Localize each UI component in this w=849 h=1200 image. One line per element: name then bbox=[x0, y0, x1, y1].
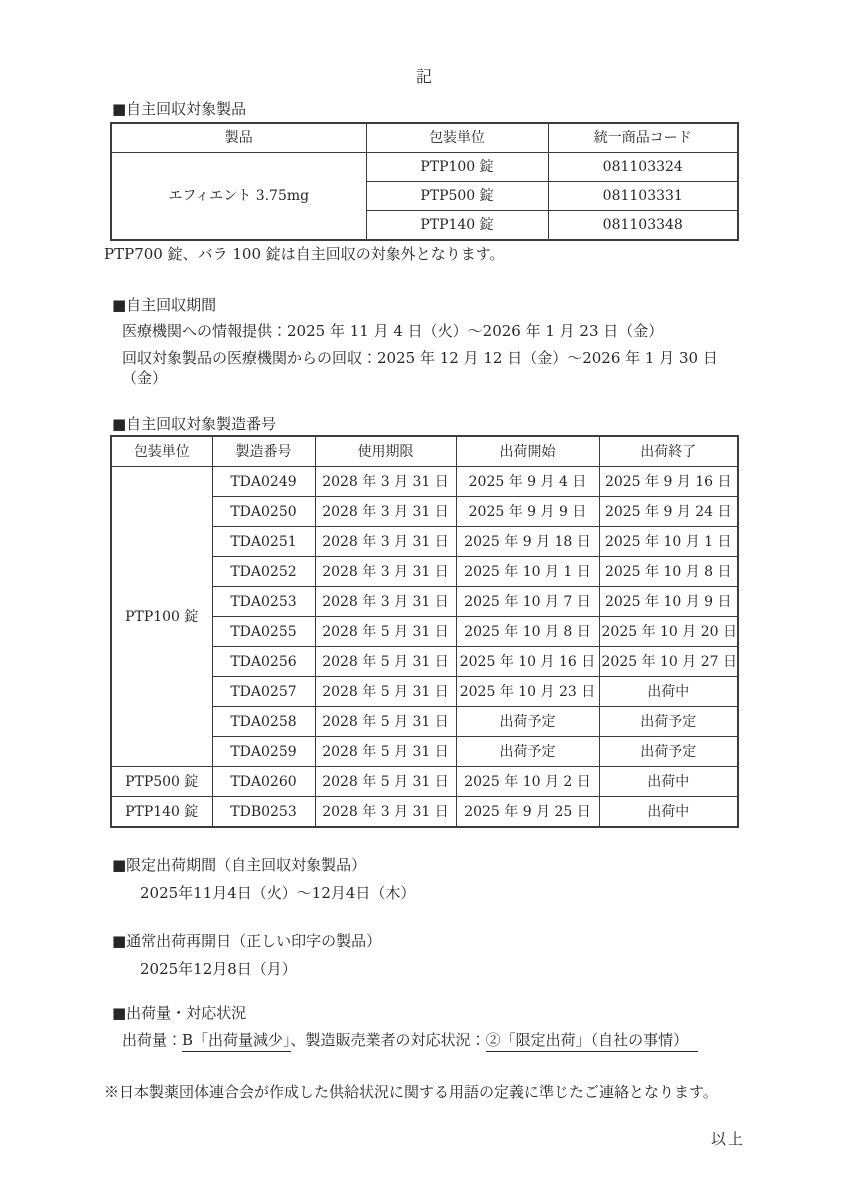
expiry-cell: 2028 年 5 月 31 日 bbox=[315, 767, 456, 797]
lot-number-cell: TDA0259 bbox=[212, 737, 315, 767]
table-header-row bbox=[111, 123, 738, 153]
expiry-cell: 2028 年 3 月 31 日 bbox=[315, 797, 456, 828]
ship-start-cell: 2025 年 10 月 16 日 bbox=[456, 647, 599, 677]
ship-end-cell: 2025 年 9 月 16 日 bbox=[599, 467, 738, 497]
doc-label: 記 bbox=[415, 67, 433, 86]
col-header-ship-end: 出荷終了 bbox=[599, 436, 738, 467]
recall-lots-table bbox=[110, 435, 739, 828]
normal-shipping-date: 2025年12月8日（月） bbox=[140, 960, 297, 978]
product-name-cell: エフィエント 3.75mg bbox=[111, 153, 366, 241]
ship-end-cell: 出荷中 bbox=[599, 797, 738, 828]
expiry-cell: 2028 年 3 月 31 日 bbox=[315, 557, 456, 587]
lot-number-cell: TDA0252 bbox=[212, 557, 315, 587]
ship-end-cell: 2025 年 10 月 1 日 bbox=[599, 527, 738, 557]
ship-start-cell: 2025 年 10 月 7 日 bbox=[456, 587, 599, 617]
col-header-ship-start: 出荷開始 bbox=[456, 436, 599, 467]
lot-number-cell: TDA0250 bbox=[212, 497, 315, 527]
section-title-recall-period: ■自主回収期間 bbox=[112, 296, 217, 314]
shipping-volume-label: B「出荷量減少」 bbox=[182, 1031, 291, 1052]
expiry-cell: 2028 年 5 月 31 日 bbox=[315, 707, 456, 737]
ship-start-cell: 2025 年 9 月 18 日 bbox=[456, 527, 599, 557]
table-row bbox=[111, 467, 738, 497]
expiry-cell: 2028 年 5 月 31 日 bbox=[315, 647, 456, 677]
recall-period-collect-line: 回収対象製品の医療機関からの回収：2025 年 12 月 12 日（金）～2026 年 1 月 30 日（金） bbox=[122, 349, 718, 387]
unit-cell: PTP140 錠 bbox=[111, 797, 212, 828]
lot-number-cell: TDA0260 bbox=[212, 767, 315, 797]
ship-start-cell: 2025 年 10 月 23 日 bbox=[456, 677, 599, 707]
ship-start-cell: 2025 年 9 月 9 日 bbox=[456, 497, 599, 527]
ship-start-cell: 2025 年 10 月 2 日 bbox=[456, 767, 599, 797]
limited-shipping-period: 2025年11月4日（火）～12月4日（木） bbox=[140, 884, 416, 902]
table-header-row bbox=[111, 436, 738, 467]
col-header-product: 製品 bbox=[111, 123, 366, 153]
ship-start-cell: 2025 年 9 月 25 日 bbox=[456, 797, 599, 828]
col-header-expiry: 使用期限 bbox=[315, 436, 456, 467]
table-row bbox=[111, 797, 738, 828]
expiry-cell: 2028 年 3 月 31 日 bbox=[315, 587, 456, 617]
ship-start-cell: 出荷予定 bbox=[456, 737, 599, 767]
ship-end-cell: 2025 年 10 月 8 日 bbox=[599, 557, 738, 587]
lot-number-cell: TDA0251 bbox=[212, 527, 315, 557]
lot-number-cell: TDA0257 bbox=[212, 677, 315, 707]
expiry-cell: 2028 年 3 月 31 日 bbox=[315, 467, 456, 497]
unit-cell: PTP500 錠 bbox=[366, 182, 548, 211]
ship-start-cell: 2025 年 10 月 1 日 bbox=[456, 557, 599, 587]
ship-end-cell: 出荷中 bbox=[599, 767, 738, 797]
section-title-normal-shipping: ■通常出荷再開日（正しい印字の製品） bbox=[112, 932, 382, 950]
products-note: PTP700 錠、バラ 100 錠は自主回収の対象外となります。 bbox=[104, 245, 505, 263]
ship-end-cell: 2025 年 10 月 27 日 bbox=[599, 647, 738, 677]
expiry-cell: 2028 年 3 月 31 日 bbox=[315, 497, 456, 527]
section-title-shipping-status: ■出荷量・対応状況 bbox=[112, 1004, 247, 1022]
expiry-cell: 2028 年 3 月 31 日 bbox=[315, 527, 456, 557]
unit-cell: PTP100 錠 bbox=[366, 153, 548, 182]
section-title-recall-lots: ■自主回収対象製造番号 bbox=[112, 415, 277, 433]
shipping-status-line bbox=[122, 1030, 745, 1050]
lot-number-cell: TDA0256 bbox=[212, 647, 315, 677]
ship-end-cell: 出荷中 bbox=[599, 677, 738, 707]
ship-end-cell: 2025 年 10 月 9 日 bbox=[599, 587, 738, 617]
expiry-cell: 2028 年 5 月 31 日 bbox=[315, 677, 456, 707]
lot-number-cell: TDB0253 bbox=[212, 797, 315, 828]
unit-cell: PTP100 錠 bbox=[111, 467, 212, 767]
ship-end-cell: 2025 年 9 月 24 日 bbox=[599, 497, 738, 527]
expiry-cell: 2028 年 5 月 31 日 bbox=[315, 617, 456, 647]
col-header-code: 統一商品コード bbox=[548, 123, 738, 153]
unit-cell: PTP500 錠 bbox=[111, 767, 212, 797]
footnote: ※日本製薬団体連合会が作成した供給状況に関する用語の定義に準じたご連絡となります。 bbox=[104, 1083, 718, 1101]
ship-end-cell: 出荷予定 bbox=[599, 737, 738, 767]
closing-label: 以上 bbox=[710, 1130, 745, 1148]
ship-start-cell: 2025 年 10 月 8 日 bbox=[456, 617, 599, 647]
unit-cell: PTP140 錠 bbox=[366, 211, 548, 241]
recall-period-info-line: 医療機関への情報提供：2025 年 11 月 4 日（火）～2026 年 1 月 23 日（金） bbox=[122, 322, 664, 340]
section-title-recall-products: ■自主回収対象製品 bbox=[112, 100, 247, 118]
lot-number-cell: TDA0249 bbox=[212, 467, 315, 497]
shipping-response-label: ②「限定出荷」（自社の事情） bbox=[486, 1031, 699, 1052]
section-title-limited-shipping: ■限定出荷期間（自主回収対象製品） bbox=[112, 856, 367, 874]
code-cell: 081103331 bbox=[548, 182, 738, 211]
ship-start-cell: 2025 年 9 月 4 日 bbox=[456, 467, 599, 497]
expiry-cell: 2028 年 5 月 31 日 bbox=[315, 737, 456, 767]
ship-start-cell: 出荷予定 bbox=[456, 707, 599, 737]
lot-number-cell: TDA0255 bbox=[212, 617, 315, 647]
code-cell: 081103324 bbox=[548, 153, 738, 182]
lot-number-cell: TDA0258 bbox=[212, 707, 315, 737]
ship-end-cell: 出荷予定 bbox=[599, 707, 738, 737]
shipping-status-middle: 、製造販売業者の対応状況： bbox=[290, 1031, 486, 1049]
ship-end-cell: 2025 年 10 月 20 日 bbox=[599, 617, 738, 647]
code-cell: 081103348 bbox=[548, 211, 738, 241]
table-row bbox=[111, 767, 738, 797]
recall-products-table bbox=[110, 122, 739, 241]
lot-number-cell: TDA0253 bbox=[212, 587, 315, 617]
shipping-status-prefix: 出荷量： bbox=[122, 1031, 183, 1049]
col-header-unit: 包装単位 bbox=[366, 123, 548, 153]
col-header-lot: 製造番号 bbox=[212, 436, 315, 467]
table-row bbox=[111, 153, 738, 182]
col-header-unit: 包装単位 bbox=[111, 436, 212, 467]
